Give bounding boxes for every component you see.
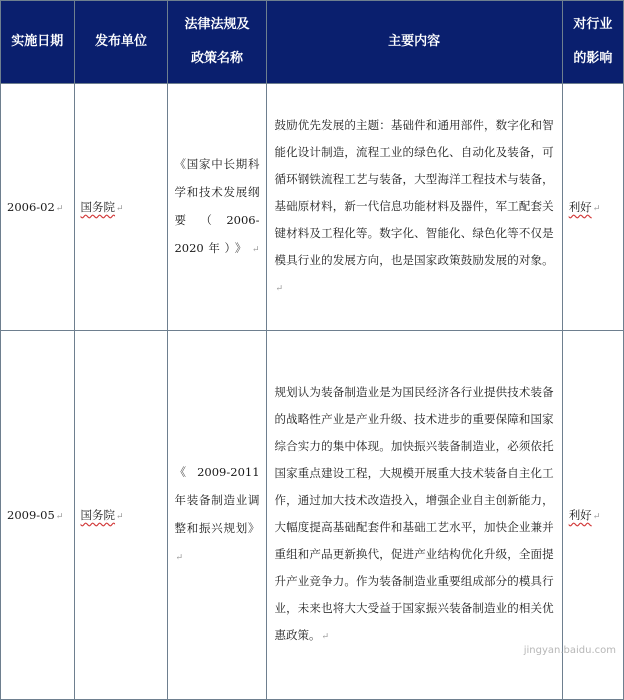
watermark: jingyan.baidu.com — [523, 645, 616, 656]
cell-law-name: 《2009-2011年装备制造业调整和振兴规划》↵ — [168, 331, 266, 700]
paragraph-mark-icon: ↵ — [116, 204, 124, 214]
cell-date: 2006-02↵ — [1, 84, 75, 331]
cell-law-name: 《国家中长期科学和技术发展纲要（2006-2020年）》↵ — [168, 84, 266, 331]
paragraph-mark-icon: ↵ — [55, 512, 64, 522]
cell-content: 鼓励优先发展的主题：基础件和通用部件，数字化和智能化设计制造，流程工业的绿色化、自动化及装备，可循环钢铁流程工艺与装备，大型海洋工程技术与装备，基础原材料，新一代信息功能材料及器件，军工配套关键材料及工程化等。数字化、智能化、绿色化等不仅是模具行业的发展方向，也是国家政策鼓励发展的对象。↵ — [266, 84, 562, 331]
cell-publisher: 国务院↵ — [74, 84, 168, 331]
table-header — [1, 1, 624, 84]
header-law-name: 法律法规及 政策名称 — [168, 1, 266, 84]
header-publisher: 发布单位 — [74, 1, 168, 84]
header-content: 主要内容 — [266, 1, 562, 84]
cell-impact: 利好↵ — [562, 331, 623, 700]
paragraph-mark-icon: ↵ — [55, 204, 64, 214]
paragraph-mark-icon: ↵ — [251, 245, 260, 255]
paragraph-mark-icon: ↵ — [116, 512, 124, 522]
paragraph-mark-icon: ↵ — [592, 512, 601, 522]
header-impact: 对行业 的影响 — [562, 1, 623, 84]
cell-impact: 利好↵ — [562, 84, 623, 331]
cell-content: 规划认为装备制造业是为国民经济各行业提供技术装备的战略性产业是产业升级、技术进步的重要保障和国家综合实力的集中体现。加快振兴装备制造业，必须依托国家重点建设工程，大规模开展重大技术装备自主化工作，通过加大技术改造投入，增强企业自主创新能力，大幅度提高基础配套件和基础工艺水平，加快企业兼并重组和产品更新换代，促进产业结构优化升级，全面提升产业竞争力。作为装备制造业重要组成部分的模具行业，未来也将大大受益于国家振兴装备制造业的相关优惠政策。↵ — [266, 331, 562, 700]
paragraph-mark-icon: ↵ — [275, 283, 284, 294]
paragraph-mark-icon: ↵ — [175, 553, 184, 563]
header-date: 实施日期 — [1, 1, 75, 84]
cell-publisher: 国务院↵ — [74, 331, 168, 700]
paragraph-mark-icon: ↵ — [321, 632, 330, 642]
cell-date: 2009-05↵ — [1, 331, 75, 700]
table-row — [1, 84, 624, 331]
paragraph-mark-icon: ↵ — [592, 204, 601, 214]
